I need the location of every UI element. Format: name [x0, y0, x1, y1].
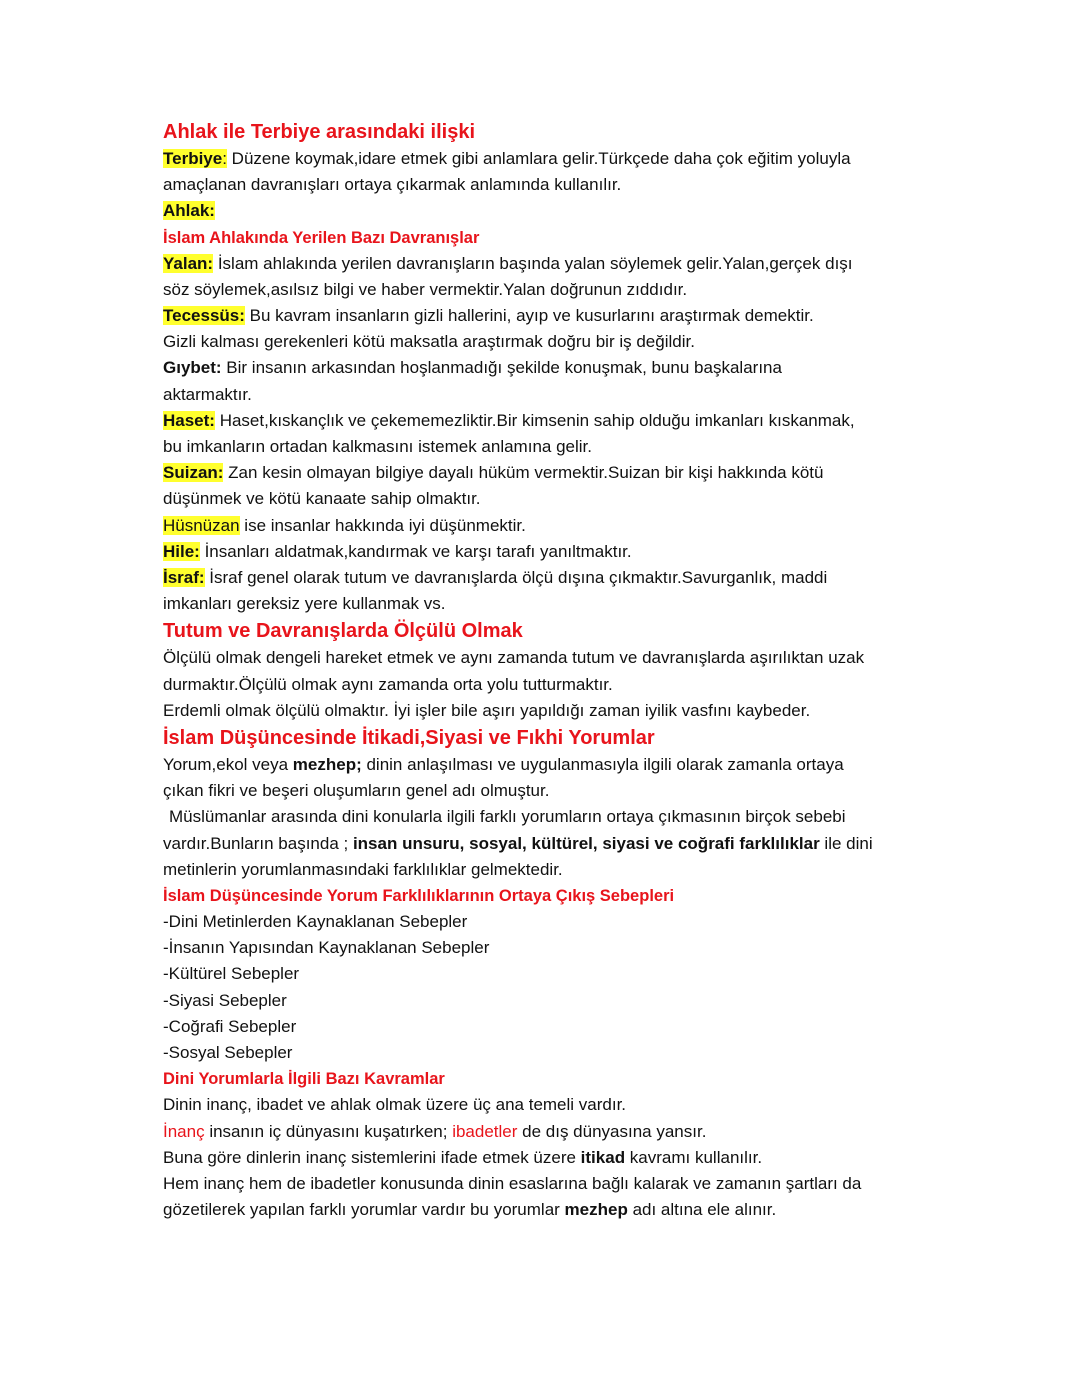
kavram-text-2d: de dış dünyasına yansır. — [517, 1121, 707, 1141]
term-suizan: Suizan: — [163, 463, 224, 483]
israf-text-1: İsraf genel olarak tutum ve davranışlarda ölçü dışına çıkmaktır.Savurganlık, maddi — [204, 568, 828, 588]
haset-paragraph — [163, 408, 933, 434]
yorum-paragraph-1 — [163, 752, 933, 778]
heading-olculu-olmak: Tutum ve Davranışlarda Ölçülü Olmak — [163, 620, 523, 643]
list-item: -İnsanın Yapısından Kaynaklanan Sebepler — [163, 938, 490, 958]
yorum-text-4a: vardır.Bunların başında ; — [163, 833, 353, 853]
list-item: -Siyasi Sebepler — [163, 990, 287, 1010]
israf-paragraph — [163, 565, 933, 591]
olculu-text-3: Erdemli olmak ölçülü olmaktır. İyi işler bile aşırı yapıldığı zaman iyilik vasfını kaybeder. — [163, 700, 811, 720]
term-yalan: Yalan: — [163, 253, 214, 273]
term-hile: Hile: — [163, 541, 200, 561]
hile-paragraph — [163, 539, 933, 565]
term-giybet: Gıybet: — [163, 358, 222, 378]
suizan-paragraph — [163, 460, 933, 486]
yorum-text-1c: dinin anlaşılması ve uygulanmasıyla ilgili olarak zamanla ortaya — [361, 755, 844, 775]
ahlak-paragraph — [163, 198, 933, 224]
term-inanc: İnanç — [163, 1121, 205, 1141]
heading-yerilen-davranislar: İslam Ahlakında Yerilen Bazı Davranışlar — [163, 228, 480, 247]
yalan-text-1: İslam ahlakında yerilen davranışların başında yalan söylemek gelir.Yalan,gerçek dışı — [213, 253, 853, 273]
term-itikad: itikad — [580, 1147, 626, 1167]
term-ahlak: Ahlak: — [163, 201, 215, 221]
tecessus-paragraph — [163, 303, 933, 329]
heading-ahlak-terbiye: Ahlak ile Terbiye arasındaki ilişki — [163, 121, 476, 143]
yorum-text-4b: insan unsuru, sosyal, kültürel, siyasi ve coğrafi farklılıklar — [352, 833, 820, 853]
tecessus-text-2: Gizli kalması gerekenleri kötü maksatla araştırmak doğru bir iş değildir. — [163, 332, 695, 352]
tecessus-text-1: Bu kavram insanların gizli hallerini, ayıp ve kusurlarını araştırmak demektir. — [244, 306, 814, 326]
yorum-paragraph-4 — [163, 831, 933, 857]
list-item: -Sosyal Sebepler — [163, 1043, 293, 1063]
haset-text-2: bu imkanların ortadan kalkmasını istemek anlamına gelir. — [163, 437, 592, 457]
yorum-text-4c: ile dini — [819, 833, 873, 853]
kavram-text-5a: gözetilerek yapılan farklı yorumlar vardır bu yorumlar — [163, 1200, 565, 1220]
kavram-text-2b: insanın iç dünyasını kuşatırken; — [204, 1121, 453, 1141]
giybet-text-2: aktarmaktır. — [163, 384, 252, 404]
yorum-text-5: metinlerin yorumlanmasındaki farklılıklar gelmektedir. — [163, 859, 563, 879]
suizan-text-2: düşünmek ve kötü kanaate sahip olmaktır. — [163, 489, 481, 509]
term-terbiye: Terbiye — [163, 149, 223, 168]
kavram-text-5c: adı altına ele alınır. — [627, 1200, 777, 1220]
yalan-paragraph — [163, 251, 933, 277]
hile-text-1: İnsanları aldatmak,kandırmak ve karşı tarafı yanıltmaktır. — [199, 541, 632, 561]
husnuzan-paragraph — [163, 513, 933, 539]
yalan-text-2: söz söylemek,asılsız bilgi ve haber vermektir.Yalan doğrunun zıddıdır. — [163, 279, 688, 299]
heading-farklilik-sebepleri: İslam Düşüncesinde Yorum Farklılıklarının Ortaya Çıkış Sebepleri — [163, 887, 675, 906]
yorum-text-1a: Yorum,ekol veya — [163, 755, 293, 775]
kavram-text-4: Hem inanç hem de ibadetler konusunda dinin esaslarına bağlı kalarak ve zamanın şartları da — [163, 1173, 862, 1193]
heading-yorumlar: İslam Düşüncesinde İtikadi,Siyasi ve Fıkhi Yorumlar — [163, 727, 655, 750]
terbiye-paragraph — [163, 146, 933, 172]
document-content — [163, 118, 933, 1223]
kavram-text-3c: kavramı kullanılır. — [625, 1147, 763, 1167]
yorum-text-3: Müslümanlar arasında dini konularla ilgili farklı yorumların ortaya çıkmasının birçok sebebi — [169, 807, 846, 827]
kavram-text-1: Dinin inanç, ibadet ve ahlak olmak üzere üç ana temeli vardır. — [163, 1095, 627, 1115]
kavram-paragraph-3 — [163, 1145, 933, 1171]
yorum-text-2: çıkan fikri ve beşeri oluşumların genel adı olmuştur. — [163, 781, 550, 801]
olculu-text-1: Ölçülü olmak dengeli hareket etmek ve aynı zamanda tutum ve davranışlarda aşırılıktan uzak — [163, 648, 865, 668]
term-tecessus: Tecessüs: — [163, 306, 245, 326]
giybet-text-1: Bir insanın arkasından hoşlanmadığı şekilde konuşmak, bunu başkalarına — [221, 358, 782, 378]
term-terbiye-colon: : — [222, 149, 227, 168]
list-item: -Dini Metinlerden Kaynaklanan Sebepler — [163, 912, 468, 932]
term-israf: İsraf: — [163, 568, 205, 588]
terbiye-text-2: amaçlanan davranışları ortaya çıkarmak anlamında kullanılır. — [163, 175, 622, 195]
israf-text-2: imkanları gereksiz yere kullanmak vs. — [163, 594, 446, 614]
kavram-paragraph-2 — [163, 1119, 933, 1145]
terbiye-text-1: Düzene koymak,idare etmek gibi anlamlara gelir.Türkçede daha çok eğitim yoluyla — [226, 149, 851, 168]
list-item: -Coğrafi Sebepler — [163, 1016, 297, 1036]
list-item: -Kültürel Sebepler — [163, 964, 300, 984]
term-haset: Haset: — [163, 410, 215, 430]
heading-dini-kavramlar: Dini Yorumlarla İlgili Bazı Kavramlar — [163, 1070, 445, 1089]
kavram-paragraph-5 — [163, 1197, 933, 1223]
term-mezhep-2: mezhep — [564, 1200, 628, 1220]
kavram-text-3a: Buna göre dinlerin inanç sistemlerini ifade etmek üzere — [163, 1147, 581, 1167]
term-ibadetler: ibadetler — [452, 1121, 518, 1141]
term-husnuzan: Hüsnüzan — [163, 515, 240, 535]
term-mezhep: mezhep; — [292, 755, 362, 775]
husnuzan-text-1: ise insanlar hakkında iyi düşünmektir. — [239, 515, 526, 535]
olculu-text-2: durmaktır.Ölçülü olmak aynı zamanda orta yolu tutturmaktır. — [163, 674, 613, 694]
haset-text-1: Haset,kıskançlık ve çekememezliktir.Bir kimsenin sahip olduğu imkanları kıskanmak, — [214, 410, 855, 430]
suizan-text-1: Zan kesin olmayan bilgiye dayalı hüküm vermektir.Suizan bir kişi hakkında kötü — [223, 463, 824, 483]
giybet-paragraph — [163, 355, 933, 381]
